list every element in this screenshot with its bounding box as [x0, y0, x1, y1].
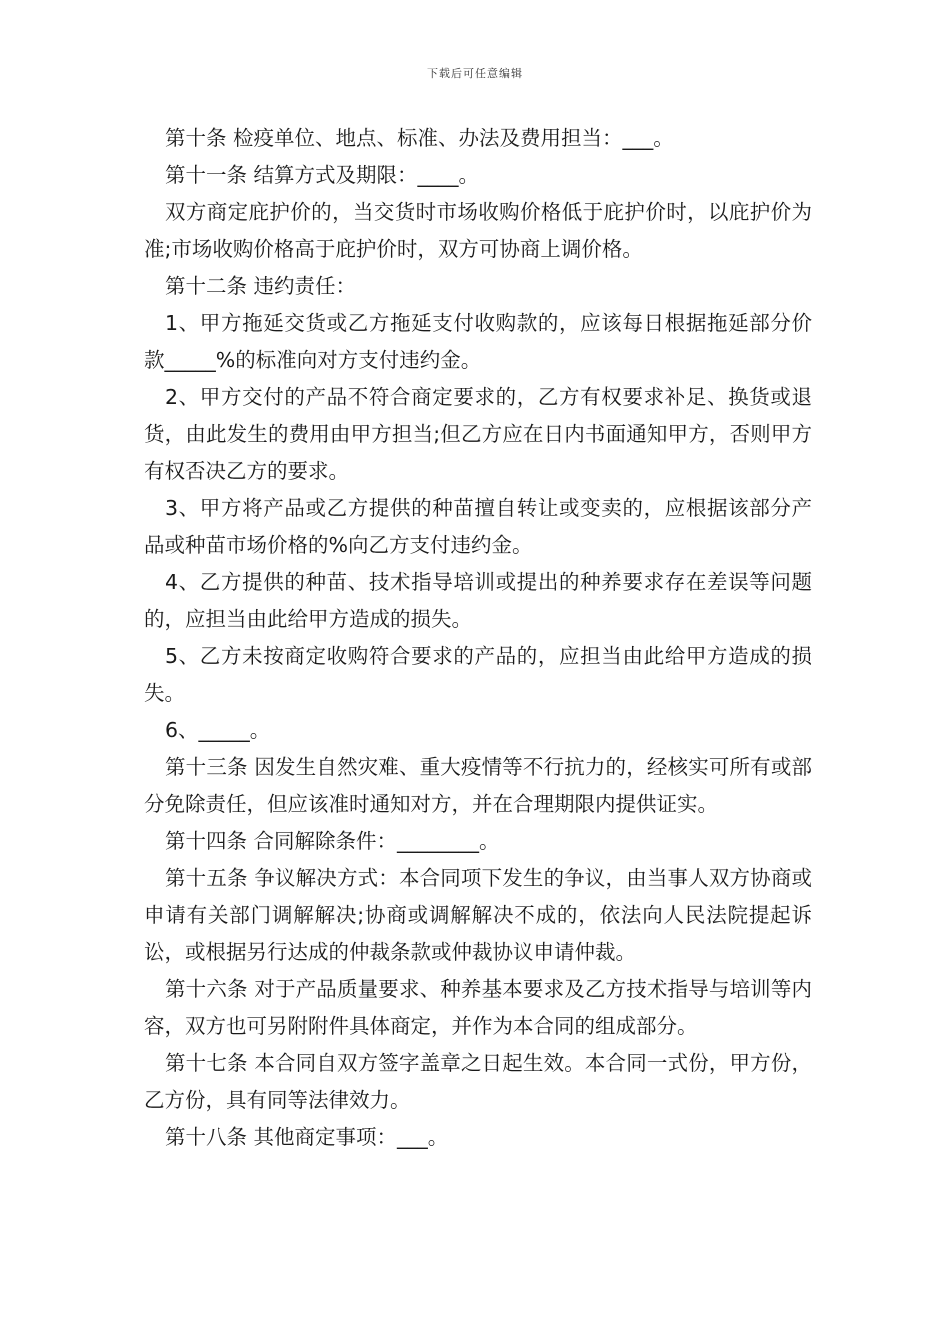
page-header: 下载后可任意编辑: [427, 67, 523, 80]
clause-18: 第十八条 其他商定事项：___。: [165, 1125, 449, 1149]
document-body: [144, 120, 812, 1156]
clause-16: 第十六条 对于产品质量要求、种养基本要求及乙方技术指导与培训等内容，双方也可另附附件具体商定，并作为本合同的组成部分。: [144, 977, 812, 1038]
clause-11-detail: 双方商定庇护价的，当交货时市场收购价格低于庇护价时，以庇护价为准;市场收购价格高于庇护价时，双方可协商上调价格。: [144, 200, 812, 261]
clause-12-item-4: 4、乙方提供的种苗、技术指导培训或提出的种养要求存在差误等问题的，应担当由此给甲方造成的损失。: [144, 570, 812, 631]
clause-12-item-2: 2、甲方交付的产品不符合商定要求的，乙方有权要求补足、换货或退货，由此发生的费用由甲方担当;但乙方应在日内书面通知甲方，否则甲方有权否决乙方的要求。: [144, 385, 812, 483]
clause-12-item-6: 6、_____。: [165, 718, 271, 742]
clause-13: 第十三条 因发生自然灾难、重大疫情等不行抗力的，经核实可所有或部分免除责任，但应该准时通知对方，并在合理期限内提供证实。: [144, 755, 812, 816]
clause-11: 第十一条 结算方式及期限：____。: [165, 163, 480, 187]
clause-17: 第十七条 本合同自双方签字盖章之日起生效。本合同一式份，甲方份，乙方份，具有同等法律效力。: [144, 1051, 812, 1112]
clause-14: 第十四条 合同解除条件：________。: [165, 829, 500, 853]
clause-12: 第十二条 违约责任：: [165, 274, 357, 298]
clause-12-item-3: 3、甲方将产品或乙方提供的种苗擅自转让或变卖的，应根据该部分产品或种苗市场价格的%向乙方支付违约金。: [144, 496, 812, 557]
clause-15: 第十五条 争议解决方式：本合同项下发生的争议，由当事人双方协商或申请有关部门调解解决;协商或调解解决不成的，依法向人民法院提起诉讼，或根据另行达成的仲裁条款或仲裁协议申请仲裁。: [144, 866, 812, 964]
clause-10: 第十条 检疫单位、地点、标准、办法及费用担当：___。: [165, 126, 674, 150]
clause-12-item-1: 1、甲方拖延交货或乙方拖延支付收购款的，应该每日根据拖延部分价款_____%的标准向对方支付违约金。: [144, 311, 812, 372]
clause-12-item-5: 5、乙方未按商定收购符合要求的产品的，应担当由此给甲方造成的损失。: [144, 644, 812, 705]
